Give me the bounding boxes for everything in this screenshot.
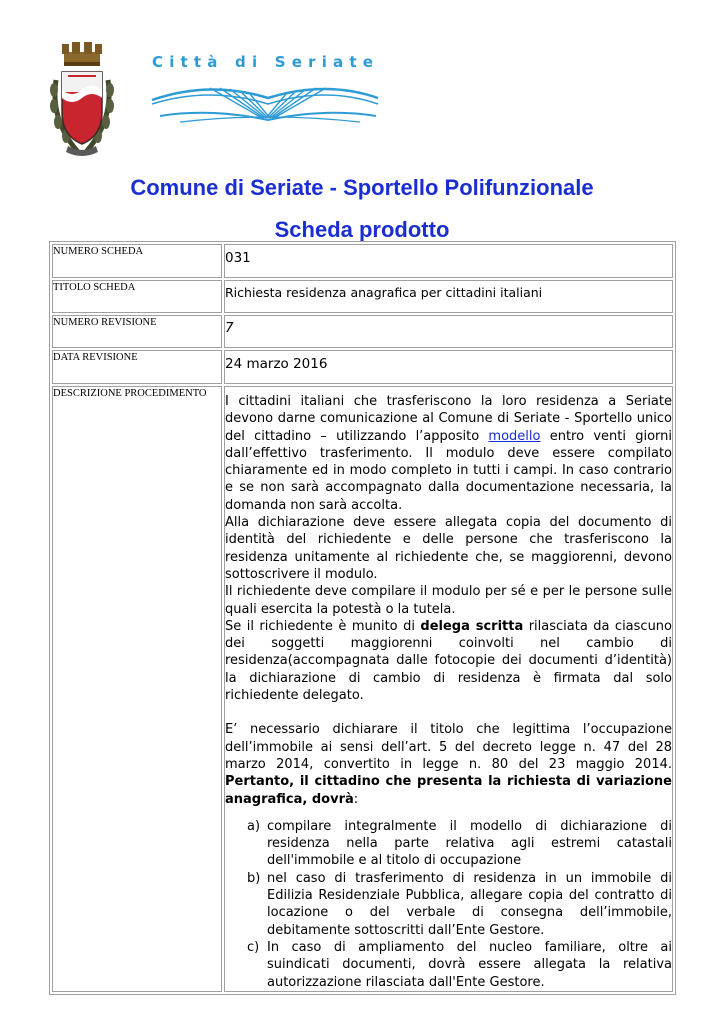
coat-of-arms-icon: [48, 40, 116, 158]
field-value-numero-revisione: 7: [224, 315, 673, 348]
field-label: TITOLO SCHEDA: [52, 280, 222, 313]
paragraph: Il richiedente deve compilare il modulo per sé e per le persone sulle quali esercita la potestà o la tutela.: [225, 584, 672, 617]
page-subtitle: Scheda prodotto: [274, 217, 450, 242]
field-label: NUMERO SCHEDA: [52, 244, 222, 278]
field-label: NUMERO REVISIONE: [52, 315, 222, 348]
table-row: [52, 280, 673, 313]
modello-link[interactable]: modello: [488, 428, 541, 444]
list-item: c) In caso di ampliamento del nucleo familiare, oltre ai suindicati documenti, dovrà essere allegata la relativa autorizzazione rilasciata dall'Ente Gestore.: [247, 939, 672, 990]
city-logo-text: Città di Seriate: [152, 53, 380, 71]
table-row: [52, 386, 673, 992]
field-value-descrizione: [224, 386, 673, 992]
product-sheet-table: [49, 241, 676, 995]
field-label: DATA REVISIONE: [52, 350, 222, 384]
table-row: [52, 315, 673, 348]
page-title: Comune di Seriate - Sportello Polifunzionale: [130, 175, 594, 200]
list-item: b) nel caso di trasferimento di residenza in un immobile di Edilizia Residenziale Pubblica, allegare copia del contratto di locazione o del verbale di consegna dell’immobile, debitamente sottoscritti dall’Ente Gestore.: [247, 870, 672, 938]
paragraph: E’ necessario dichiarare il titolo che legittima l’occupazione dell’immobile ai sensi dell’art. 5 del decreto legge n. 47 del 28 marzo 2014, convertito in legge n. 80 del 23 maggio 2014. Pertanto, il cittadino che presenta la richiesta di variazione anagrafica, dovrà:: [225, 722, 672, 807]
field-value-titolo-scheda: Richiesta residenza anagrafica per cittadini italiani: [224, 280, 673, 313]
field-value-data-revisione: 24 marzo 2016: [224, 350, 673, 384]
requirements-list: [225, 818, 672, 991]
field-value-numero-scheda: 031: [224, 244, 673, 278]
paragraph: Se il richiedente è munito di delega scritta rilasciata da ciascuno dei soggetti maggiorenni coinvolti nel cambio di residenza(accompagnata dalle fotocopie dei documenti d’identità) la dichiarazione di cambio di residenza è firmata dal solo richiedente delegato.: [225, 618, 673, 704]
table-row: [52, 350, 673, 384]
list-item: a) compilare integralmente il modello di dichiarazione di residenza nella parte relativa agli estremi catastali dell'immobile e al titolo di occupazione: [247, 818, 672, 869]
paragraph: I cittadini italiani che trasferiscono la loro residenza a Seriate devono darne comunicazione al Comune di Seriate - Sportello unico del cittadino – utilizzando l’apposito modello entro venti giorni dall’effettivo trasferimento. Il modulo deve essere compilato chiaramente ed in modo completo in tutti i campi. In caso contrario e se non sarà accompagnato dalla documentazione necessaria, la domanda non sarà accolta.: [225, 394, 672, 513]
paragraph: Alla dichiarazione deve essere allegata copia del documento di identità del richiedente e delle persone che trasferiscono la residenza unitamente al richiedente che, se maggiorenni, devono sottoscrivere il modulo.: [225, 515, 672, 582]
page-header: [0, 0, 724, 170]
field-label: DESCRIZIONE PROCEDIMENTO: [52, 386, 222, 992]
table-row: [52, 244, 673, 278]
bridge-logo-icon: [150, 74, 380, 124]
